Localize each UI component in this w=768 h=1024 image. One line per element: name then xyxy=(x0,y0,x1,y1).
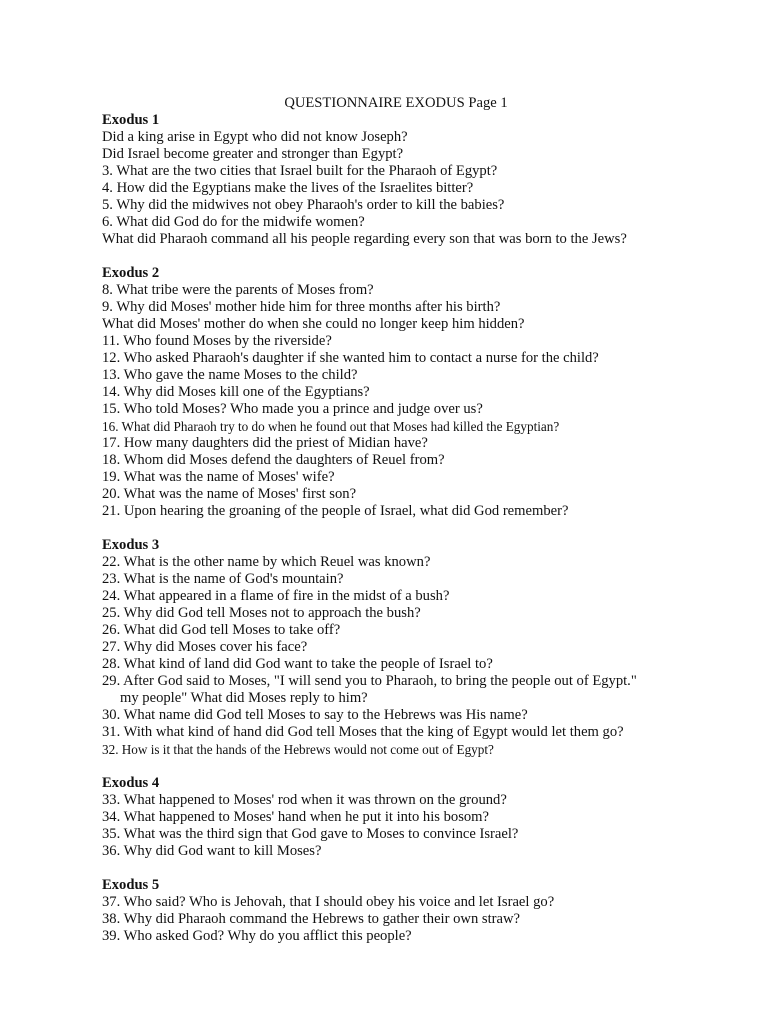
question-line: 5. Why did the midwives not obey Pharaoh's order to kill the babies? xyxy=(102,197,505,213)
section-exodus-4 xyxy=(102,775,742,860)
question-line: 14. Why did Moses kill one of the Egyptians? xyxy=(102,384,370,400)
question-line: 29. After God said to Moses, "I will send you to Pharaoh, to bring the people out of Egypt." xyxy=(102,673,637,689)
section-exodus-2 xyxy=(102,265,742,520)
question-line: 15. Who told Moses? Who made you a prince and judge over us? xyxy=(102,401,483,417)
question-line: 20. What was the name of Moses' first son? xyxy=(102,486,357,502)
question-line: 33. What happened to Moses' rod when it was thrown on the ground? xyxy=(102,792,507,808)
question-continuation: my people" What did Moses reply to him? xyxy=(120,690,368,706)
question-line: 32. How is it that the hands of the Hebrews would not come out of Egypt? xyxy=(102,742,494,757)
question-line: 11. Who found Moses by the riverside? xyxy=(102,333,332,349)
question-line: 31. With what kind of hand did God tell Moses that the king of Egypt would let them go? xyxy=(102,724,624,740)
question-line: 8. What tribe were the parents of Moses from? xyxy=(102,282,374,298)
question-line: 16. What did Pharaoh try to do when he found out that Moses had killed the Egyptian? xyxy=(102,419,560,434)
sections-container xyxy=(102,112,742,945)
question-line: 9. Why did Moses' mother hide him for three months after his birth? xyxy=(102,299,501,315)
question-line: Did a king arise in Egypt who did not know Joseph? xyxy=(102,129,408,145)
question-line: 35. What was the third sign that God gave to Moses to convince Israel? xyxy=(102,826,519,842)
question-line: 6. What did God do for the midwife women? xyxy=(102,214,365,230)
question-line: 18. Whom did Moses defend the daughters of Reuel from? xyxy=(102,452,445,468)
question-line: 19. What was the name of Moses' wife? xyxy=(102,469,335,485)
section-heading: Exodus 5 xyxy=(102,877,160,893)
question-line: 26. What did God tell Moses to take off? xyxy=(102,622,341,638)
section-heading: Exodus 4 xyxy=(102,775,160,791)
question-line: 12. Who asked Pharaoh's daughter if she wanted him to contact a nurse for the child? xyxy=(102,350,599,366)
question-line: 4. How did the Egyptians make the lives of the Israelites bitter? xyxy=(102,180,474,196)
question-line: 36. Why did God want to kill Moses? xyxy=(102,843,322,859)
question-line: 27. Why did Moses cover his face? xyxy=(102,639,308,655)
section-heading: Exodus 1 xyxy=(102,112,160,128)
page-title: QUESTIONNAIRE EXODUS Page 1 xyxy=(284,95,508,111)
section-heading: Exodus 2 xyxy=(102,265,160,281)
section-exodus-3 xyxy=(102,537,742,758)
question-line: 22. What is the other name by which Reuel was known? xyxy=(102,554,431,570)
document-page xyxy=(102,95,742,962)
question-line: 13. Who gave the name Moses to the child? xyxy=(102,367,358,383)
section-exodus-1 xyxy=(102,112,742,248)
question-line: 23. What is the name of God's mountain? xyxy=(102,571,344,587)
section-exodus-5 xyxy=(102,877,742,945)
question-line: 24. What appeared in a flame of fire in the midst of a bush? xyxy=(102,588,450,604)
question-line: 34. What happened to Moses' hand when he put it into his bosom? xyxy=(102,809,490,825)
section-heading: Exodus 3 xyxy=(102,537,160,553)
question-line: 25. Why did God tell Moses not to approach the bush? xyxy=(102,605,421,621)
question-line: What did Moses' mother do when she could no longer keep him hidden? xyxy=(102,316,525,332)
question-line: 38. Why did Pharaoh command the Hebrews to gather their own straw? xyxy=(102,911,520,927)
question-line: 17. How many daughters did the priest of Midian have? xyxy=(102,435,428,451)
question-line: 28. What kind of land did God want to take the people of Israel to? xyxy=(102,656,493,672)
question-line: 30. What name did God tell Moses to say to the Hebrews was His name? xyxy=(102,707,528,723)
question-line: 39. Who asked God? Why do you afflict this people? xyxy=(102,928,412,944)
question-line: Did Israel become greater and stronger than Egypt? xyxy=(102,146,404,162)
question-line: What did Pharaoh command all his people regarding every son that was born to the Jews? xyxy=(102,231,627,247)
question-line: 21. Upon hearing the groaning of the people of Israel, what did God remember? xyxy=(102,503,569,519)
question-line: 3. What are the two cities that Israel built for the Pharaoh of Egypt? xyxy=(102,163,498,179)
question-line: 37. Who said? Who is Jehovah, that I should obey his voice and let Israel go? xyxy=(102,894,555,910)
